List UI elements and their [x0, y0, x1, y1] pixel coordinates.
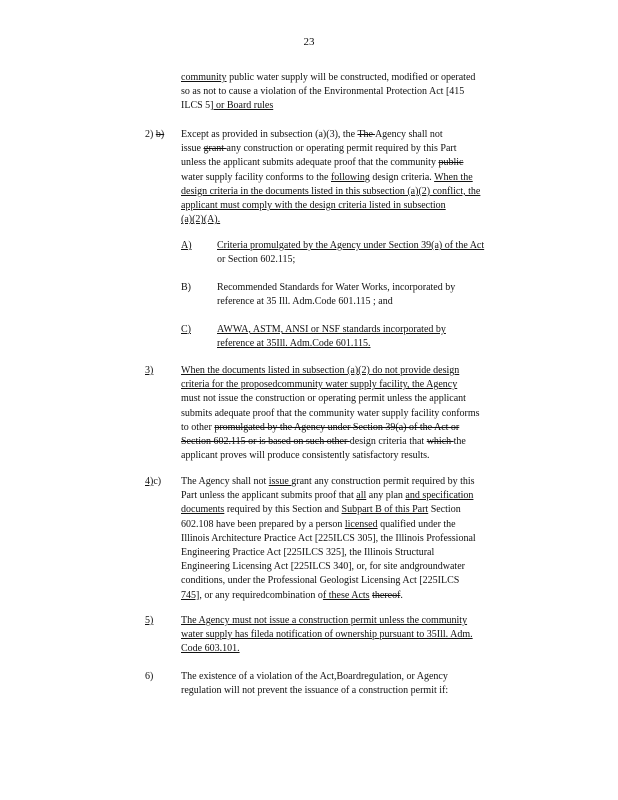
- subitem-c-text: [217, 323, 547, 351]
- text-run: Section: [428, 504, 461, 516]
- text-line: [217, 323, 547, 337]
- text-line: [181, 213, 547, 227]
- text-run: B): [181, 282, 191, 293]
- text-line: [217, 253, 547, 267]
- text-run: conditions, under the Professional Geologist Licensing Act [225ILCS: [181, 575, 460, 587]
- text-line: [181, 684, 547, 698]
- item-3-text: [181, 364, 547, 463]
- inserted-text: applicant must comply with the design criteria listed in subsection: [181, 200, 446, 212]
- struck-text: thereof: [372, 589, 401, 601]
- inserted-text: f these Acts: [322, 589, 370, 601]
- text-run: Agency shall not: [374, 129, 443, 140]
- inserted-text: issue: [268, 476, 292, 487]
- text-line: [181, 503, 547, 517]
- struck-text: which: [426, 436, 454, 448]
- text-run: Illinois Architecture Practice Act [225ILCS 305], the Illinois Professional: [181, 532, 476, 544]
- text-line: [181, 392, 547, 406]
- inserted-text: A): [181, 240, 192, 251]
- text-run: to other: [181, 421, 215, 433]
- text-line: [181, 628, 547, 642]
- text-run: the: [453, 436, 466, 448]
- subitem-a-label: [181, 239, 192, 253]
- struck-text: b): [155, 129, 165, 140]
- inserted-text: licensed: [344, 518, 378, 530]
- inserted-text: The Agency must not issue a construction permit unless the community: [181, 615, 468, 626]
- text-line: [181, 532, 547, 546]
- text-line: [181, 156, 547, 170]
- inserted-text: (a)(2)(A).: [181, 214, 221, 226]
- inserted-text: or Board rules: [213, 100, 274, 112]
- text-line: [181, 435, 547, 449]
- text-run: any plan: [366, 490, 406, 502]
- text-run: any construction or operating permit required by this Part: [226, 143, 457, 155]
- text-run: c): [153, 476, 162, 487]
- text-line: [181, 642, 547, 656]
- text-run: Part unless the applicant submits proof that: [181, 490, 357, 502]
- text-run: unless the applicant submits adequate proof that the community: [181, 157, 439, 169]
- text-run: reference at 35 Ill. Adm.Code 601.115 ; and: [217, 296, 393, 308]
- text-run: 2): [145, 129, 156, 140]
- text-line: [181, 378, 547, 392]
- inserted-text: 5): [145, 615, 154, 626]
- struck-text: promulgated by the Agency under Section 39(a) of the Act or: [214, 421, 460, 433]
- text-run: grant any construction permit required by this: [291, 476, 475, 487]
- text-line: [181, 407, 547, 421]
- text-line: [181, 128, 547, 142]
- text-run: or Section 602.115;: [217, 254, 296, 266]
- item-2-label: [145, 128, 164, 142]
- text-run: must not issue the construction or operating permit unless the applicant: [181, 393, 466, 405]
- text-line: [181, 475, 547, 489]
- struck-text: Section 602.115 or is based on such other: [181, 436, 350, 448]
- inserted-text: all: [356, 490, 367, 502]
- inserted-text: When the documents listed in subsection (a)(2) do not provide design: [181, 365, 460, 376]
- item-6-label: [145, 670, 153, 684]
- text-line: [217, 295, 547, 309]
- text-line: [181, 574, 547, 588]
- text-run: so as not to cause a violation of the Environmental Protection Act [415: [181, 86, 465, 98]
- text-run: regulation will not prevent the issuance of a construction permit if:: [181, 685, 449, 697]
- text-line: [181, 71, 547, 85]
- text-run: public water supply will be constructed, modified or operated: [226, 72, 476, 83]
- inserted-text: When the: [434, 171, 473, 183]
- page-number: 23: [303, 36, 315, 48]
- text-run: Engineering Practice Act [225ILCS 325], the Illinois Structural: [181, 547, 435, 559]
- text-line: [181, 421, 547, 435]
- text-run: .: [400, 589, 403, 601]
- text-line: [181, 670, 547, 684]
- inserted-text: criteria for the proposedcommunity water supply facility, the Agency: [181, 379, 458, 391]
- inserted-text: design criteria in the documents listed in this subsection (a)(2) conflict, the: [181, 185, 481, 197]
- text-run: , or any requiredcombination o: [199, 589, 323, 601]
- subitem-c-label: [181, 323, 191, 337]
- text-line: [181, 546, 547, 560]
- text-run: design criteria that: [349, 436, 427, 448]
- text-line: [181, 614, 547, 628]
- text-run: applicant proves will produce consistently satisfactory results.: [181, 450, 430, 462]
- text-line: [217, 337, 547, 351]
- item-5-label: [145, 614, 153, 628]
- inserted-text: Subpart B of this Part: [341, 504, 429, 516]
- subitem-b-text: [217, 281, 547, 309]
- item-3-label: [145, 364, 153, 378]
- text-line: [181, 142, 547, 156]
- inserted-text: reference at 35Ill. Adm.Code 601.115.: [217, 338, 371, 350]
- text-run: The Agency shall not: [181, 476, 269, 487]
- inserted-text: community: [181, 72, 227, 83]
- inserted-text: AWWA, ASTM, ANSI or NSF standards incorporated by: [217, 324, 446, 335]
- item-2-text: [181, 128, 547, 227]
- text-line: [181, 589, 547, 603]
- text-run: water supply facility conforms to the: [181, 171, 331, 183]
- text-run: issue: [181, 143, 204, 155]
- text-line: [181, 85, 547, 99]
- inserted-text: Code 603.101.: [181, 643, 240, 655]
- inserted-text: Criteria promulgated by the Agency under Section 39(a) of the Act: [217, 240, 485, 251]
- text-line: [181, 185, 547, 199]
- text-run: ILCS 5]: [181, 100, 214, 112]
- struck-text: public: [438, 157, 464, 169]
- text-line: [181, 199, 547, 213]
- inserted-text: documents: [181, 504, 225, 516]
- item-4-text: [181, 475, 547, 603]
- item-5-text: [181, 614, 547, 657]
- struck-text: grant: [203, 143, 227, 155]
- text-line: [181, 99, 547, 113]
- text-line: [181, 560, 547, 574]
- text-line: [181, 489, 547, 503]
- text-line: [181, 449, 547, 463]
- text-run: 6): [145, 671, 154, 682]
- intro-paragraph: [181, 71, 547, 114]
- item-6-text: [181, 670, 547, 698]
- item-4-label: [145, 475, 161, 489]
- text-run: qualified under the: [377, 518, 456, 530]
- text-run: Engineering Licensing Act [225ILCS 340], or, for site andgroundwater: [181, 561, 465, 573]
- inserted-text: 745]: [181, 589, 200, 601]
- inserted-text: 4): [145, 476, 154, 487]
- text-run: Except as provided in subsection (a)(3), the: [181, 129, 358, 140]
- text-line: [217, 239, 547, 253]
- text-line: [217, 281, 547, 295]
- subitem-b-label: [181, 281, 191, 295]
- inserted-text: water supply has fileda notification of ownership pursuant to 35Ill. Adm.: [181, 629, 473, 641]
- text-run: design criteria.: [369, 171, 435, 183]
- inserted-text: following: [330, 171, 370, 183]
- text-run: submits adequate proof that the community water supply facility conforms: [181, 407, 480, 419]
- text-run: required by this Section and: [224, 504, 342, 516]
- inserted-text: and specification: [405, 490, 474, 502]
- inserted-text: 3): [145, 365, 154, 376]
- text-run: Recommended Standards for Water Works, incorporated by: [217, 282, 456, 293]
- struck-text: The: [357, 129, 375, 140]
- text-run: The existence of a violation of the Act,Boardregulation, or Agency: [181, 671, 448, 682]
- text-line: [181, 518, 547, 532]
- text-line: [181, 171, 547, 185]
- inserted-text: C): [181, 324, 191, 335]
- text-line: [181, 364, 547, 378]
- text-run: 602.108 have been prepared by a person: [181, 518, 345, 530]
- subitem-a-text: [217, 239, 547, 267]
